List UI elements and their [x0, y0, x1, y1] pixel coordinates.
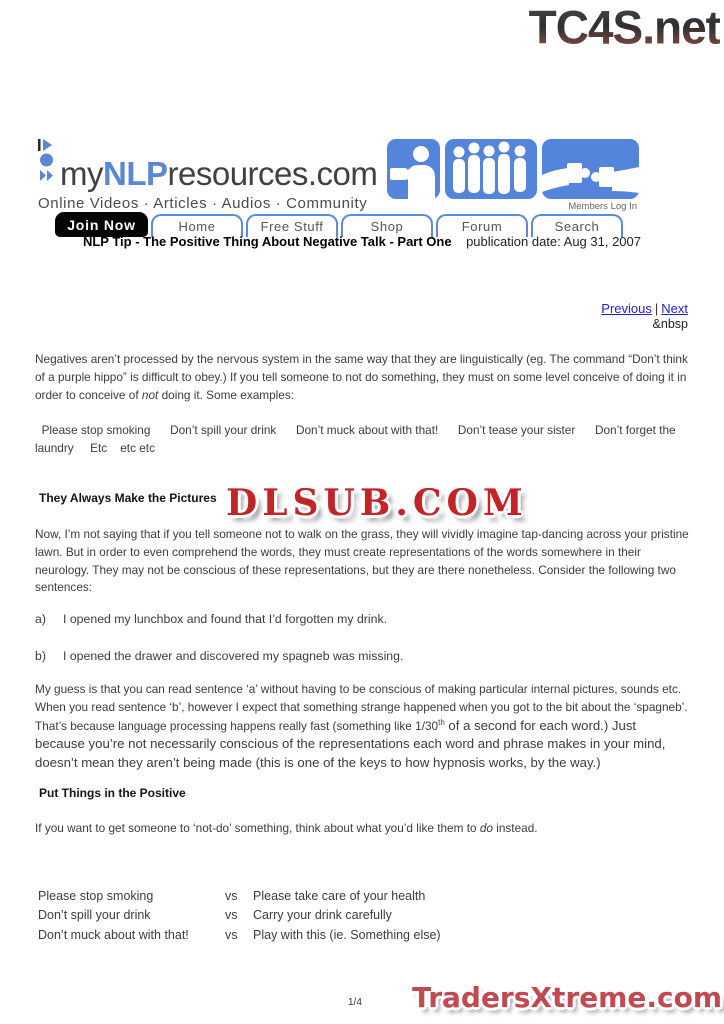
- tab-shop[interactable]: Shop: [341, 214, 433, 237]
- dlsub-watermark: DLSUB.COM: [226, 482, 528, 524]
- tab-search[interactable]: Search: [531, 214, 623, 237]
- para3-part2: of a second for each word.) Just because you’re not necessarily conscious of the representations each word and phrase makes in your mind, doesn’t mean they aren’t being made (this is one of the keys to how hypnosis works, by the way.): [35, 717, 666, 771]
- para4-italic-do: do: [479, 821, 493, 835]
- pager-separator: |: [654, 301, 659, 316]
- sentence-a: [35, 612, 635, 626]
- para1-italic-not: not: [141, 387, 159, 402]
- paragraph-negatives: [35, 351, 689, 404]
- media-player-icon: [38, 136, 56, 187]
- sentence-b-text: I opened the drawer and discovered my spagneb was missing.: [63, 649, 404, 663]
- sentence-a-text: I opened my lunchbox and found that I’d forgotten my drink.: [63, 612, 388, 626]
- tab-free-stuff[interactable]: Free Stuff: [246, 214, 338, 237]
- logo-brand: NLP: [103, 155, 168, 192]
- header-banner-images: [387, 139, 644, 199]
- row1-negative: Please stop smoking: [38, 889, 154, 903]
- sentence-b: [35, 649, 635, 663]
- sentence-b-label: b): [35, 649, 46, 663]
- camera-person-image: [387, 139, 440, 199]
- sentence-a-label: a): [35, 612, 46, 626]
- comparison-table: [38, 887, 658, 945]
- paragraph-walk-on-grass: Now, I’m not saying that if you tell someone not to walk on the grass, they will vividly imagine tap-dancing across your pristine lawn. But in order to even comprehend the words, they must create representations of the words somewhere in their neurology. They may not be conscious of these representations, but they are there nonetheless. Consider the following two sentences:: [35, 527, 689, 595]
- row2-vs: vs: [225, 908, 238, 923]
- nbsp-artifact-text: &nbsp: [652, 317, 688, 331]
- previous-link[interactable]: Previous: [601, 301, 652, 316]
- heading-put-positive: Put Things in the Positive: [39, 786, 186, 800]
- logo-suffix: resources.com: [167, 155, 378, 192]
- logo-wordmark: [60, 157, 377, 190]
- row1-positive: Please take care of your health: [253, 889, 426, 903]
- row3-negative: Don’t muck about with that!: [38, 927, 189, 942]
- logo-tagline: Online Videos · Articles · Audios · Community: [38, 195, 368, 212]
- tradersxtreme-watermark: TradersXtreme.com: [412, 981, 722, 1014]
- row1-vs: vs: [225, 889, 238, 903]
- para1-tail: doing it. Some examples:: [158, 387, 295, 402]
- logo-prefix: my: [60, 155, 103, 192]
- row2-positive: Carry your drink carefully: [253, 908, 392, 923]
- table-row: [38, 926, 658, 945]
- para4-tail: instead.: [492, 821, 538, 835]
- tab-home[interactable]: Home: [151, 214, 243, 237]
- article-title: NLP Tip - The Positive Thing About Negative Talk - Part One: [82, 234, 452, 249]
- para3-superscript: th: [438, 717, 445, 727]
- paragraph-not-do: [35, 820, 689, 838]
- tab-join-now[interactable]: Join Now: [55, 212, 148, 237]
- tc4s-watermark: TC4S.net: [528, 0, 720, 54]
- paragraph-my-guess: [35, 681, 689, 773]
- row2-negative: Don’t spill your drink: [38, 908, 151, 923]
- members-login-link[interactable]: Members Log In: [568, 201, 637, 212]
- people-group-image: [445, 139, 537, 199]
- table-row: [38, 887, 658, 906]
- row3-vs: vs: [225, 927, 238, 942]
- puzzle-hands-image: [542, 139, 639, 199]
- article-pager: [601, 301, 688, 331]
- para3-part1: My guess is that you can read sentence ‘a’ without having to be conscious of making particular internal pictures, sounds etc. When you read sentence ‘b’, however I expect that something strange happened when you got to the bit about the ‘spagneb’. That’s because language processing happens really fast (something like 1/30: [35, 682, 688, 733]
- next-link[interactable]: Next: [661, 301, 688, 316]
- tab-forum[interactable]: Forum: [436, 214, 528, 237]
- examples-line: Please stop smoking Don’t spill your drink Don’t muck about with that! Don’t tease your sister Don’t forget the laundry Etc etc etc: [35, 423, 679, 455]
- para1-text: Negatives aren’t processed by the nervous system in the same way that they are linguistically (eg. The command “Don’t think of a purple hippo” is difficult to obey.) If you tell someone to not do something, they must on some level conceive of doing it in order to conceive of: [35, 352, 688, 402]
- site-logo: [38, 136, 377, 212]
- page-number: 1/4: [348, 997, 362, 1008]
- table-row: [38, 906, 658, 925]
- para4-text: If you want to get someone to ‘not-do’ something, think about what you’d like them to: [35, 821, 480, 835]
- publication-date: publication date: Aug 31, 2007: [466, 234, 642, 249]
- row3-positive: Play with this (ie. Something else): [253, 927, 441, 942]
- article-title-line: [0, 234, 724, 249]
- heading-make-pictures: They Always Make the Pictures: [39, 491, 217, 505]
